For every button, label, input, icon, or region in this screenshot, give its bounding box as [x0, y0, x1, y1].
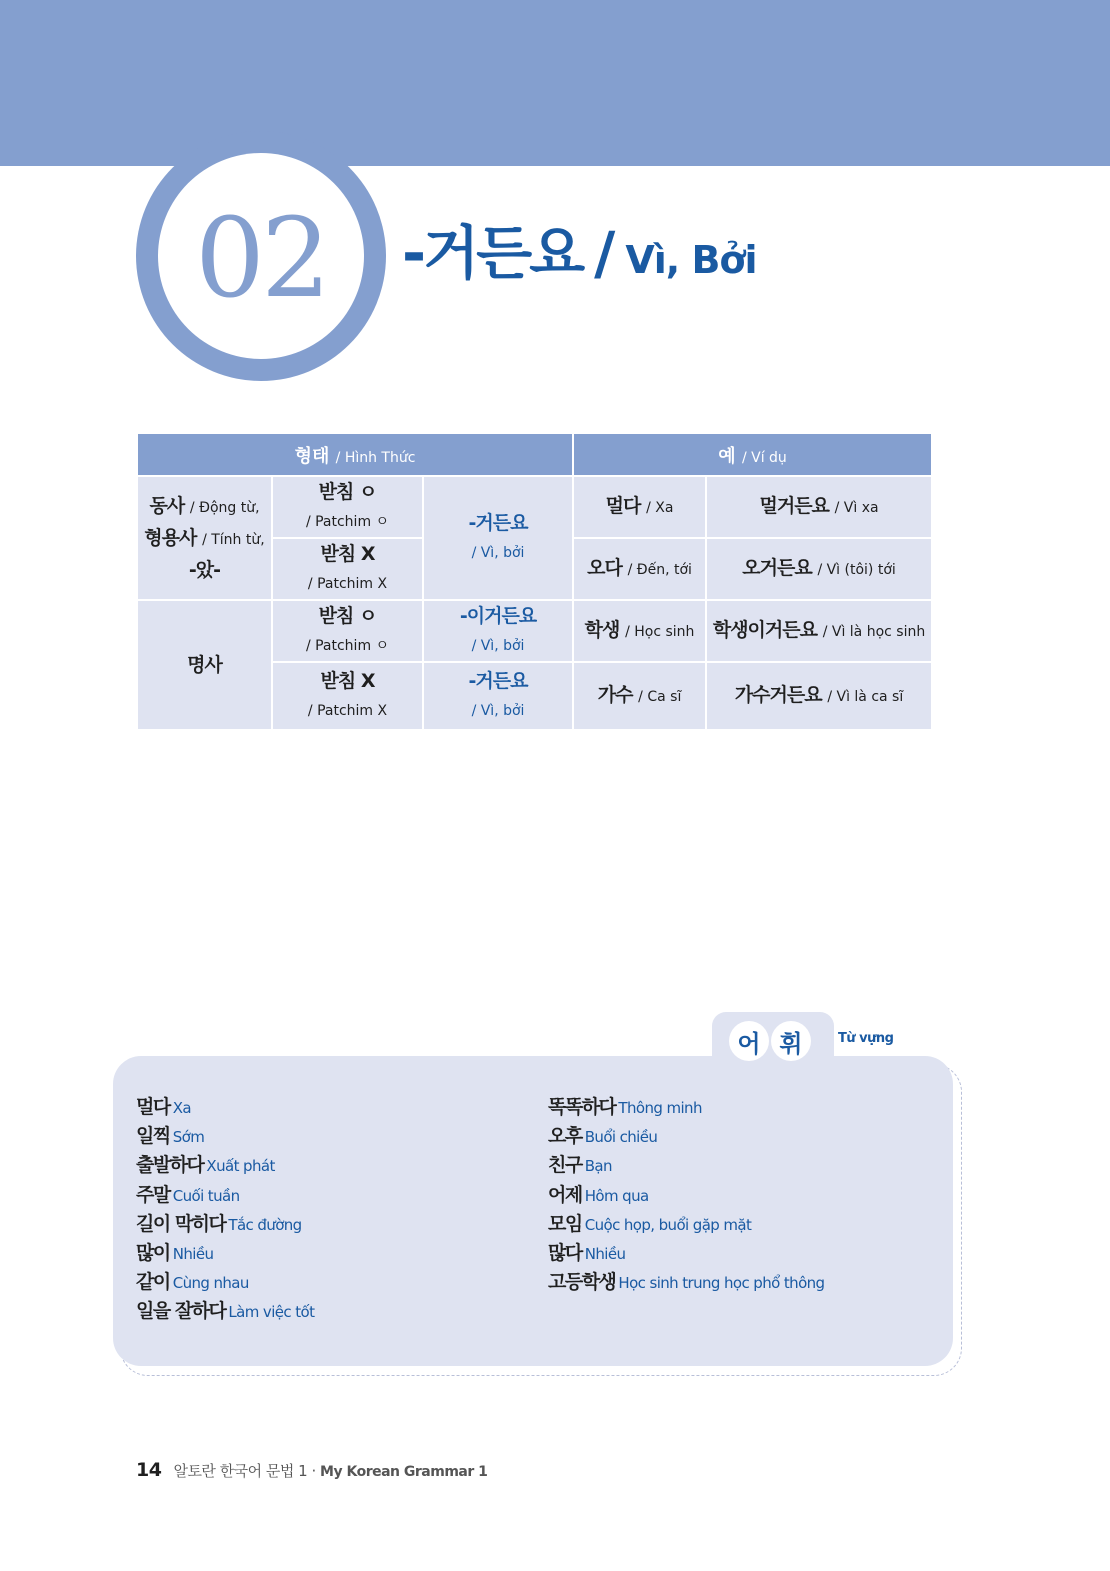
example-result-cell: 학생이거든요 / Vì là học sinh [706, 600, 932, 662]
lesson-title [402, 206, 757, 286]
ending-cell: -이거든요 / Vì, bởi [423, 600, 573, 662]
lesson-number: 02 [195, 194, 327, 322]
list-item: 일을 잘하다 Làm việc tốt [136, 1300, 315, 1323]
noun-cell: 명사 [137, 600, 272, 730]
book-title-english: My Korean Grammar 1 [320, 1464, 488, 1480]
list-item: 친구 Bạn [548, 1154, 612, 1177]
batchim-o-cell: 받침 ㅇ / Patchim ㅇ [272, 476, 423, 538]
list-item: 오후 Buổi chiều [548, 1125, 658, 1148]
table-row [137, 600, 932, 662]
list-item: 고등학생 Học sinh trung học phổ thông [548, 1271, 825, 1294]
page-footer [136, 1459, 487, 1481]
example-word-cell: 학생 / Học sinh [573, 600, 706, 662]
header-band [0, 0, 1110, 166]
book-title-korean: 알토란 한국어 문법 1 · [173, 1462, 316, 1480]
title-vietnamese: Vì, Bởi [625, 238, 757, 282]
title-korean: -거든요 [402, 219, 583, 287]
batchim-o-cell: 받침 ㅇ / Patchim ㅇ [272, 600, 423, 662]
list-item: 어제 Hôm qua [548, 1183, 649, 1206]
list-item: 출발하다 Xuất phát [136, 1154, 275, 1177]
ending-cell: -거든요 / Vì, bởi [423, 662, 573, 730]
vocabulary-tab-char: 휘 [771, 1021, 811, 1061]
example-word-cell: 가수 / Ca sĩ [573, 662, 706, 730]
list-item: 모임 Cuộc họp, buổi gặp mặt [548, 1212, 752, 1235]
example-word-cell: 오다 / Đến, tới [573, 538, 706, 600]
lesson-badge [158, 153, 364, 359]
batchim-x-cell: 받침 X / Patchim X [272, 662, 423, 730]
list-item: 같이 Cùng nhau [136, 1271, 249, 1294]
header-example: 예 / Ví dụ [573, 433, 932, 476]
table-row [137, 476, 932, 538]
list-item: 일찍 Sớm [136, 1125, 205, 1148]
verb-adjective-cell: 동사 / Động từ, 형용사 / Tính từ, -았- [137, 476, 272, 600]
list-item: 주말 Cuối tuần [136, 1183, 240, 1206]
list-item: 많이 Nhiều [136, 1241, 214, 1264]
example-result-cell: 가수거든요 / Vì là ca sĩ [706, 662, 932, 730]
list-item: 멀다 Xa [136, 1096, 191, 1118]
header-form: 형태 / Hình Thức [137, 433, 573, 476]
batchim-x-cell: 받침 X / Patchim X [272, 538, 423, 600]
title-slash: / [594, 219, 616, 287]
example-word-cell: 멀다 / Xa [573, 476, 706, 538]
list-item: 똑똑하다 Thông minh [548, 1096, 702, 1118]
page-number: 14 [136, 1459, 162, 1481]
example-result-cell: 멀거든요 / Vì xa [706, 476, 932, 538]
example-result-cell: 오거든요 / Vì (tôi) tới [706, 538, 932, 600]
ending-cell: -거든요 / Vì, bởi [423, 476, 573, 600]
vocabulary-list-right [548, 1093, 824, 1297]
list-item: 많다 Nhiều [548, 1241, 626, 1264]
grammar-form-table [136, 432, 933, 731]
list-item: 길이 막히다 Tắc đường [136, 1212, 302, 1235]
vocabulary-list-left [136, 1093, 314, 1327]
vocabulary-tab-char: 어 [729, 1021, 769, 1061]
table-header-row [137, 433, 932, 476]
vocabulary-subtitle: Từ vựng [838, 1031, 894, 1046]
